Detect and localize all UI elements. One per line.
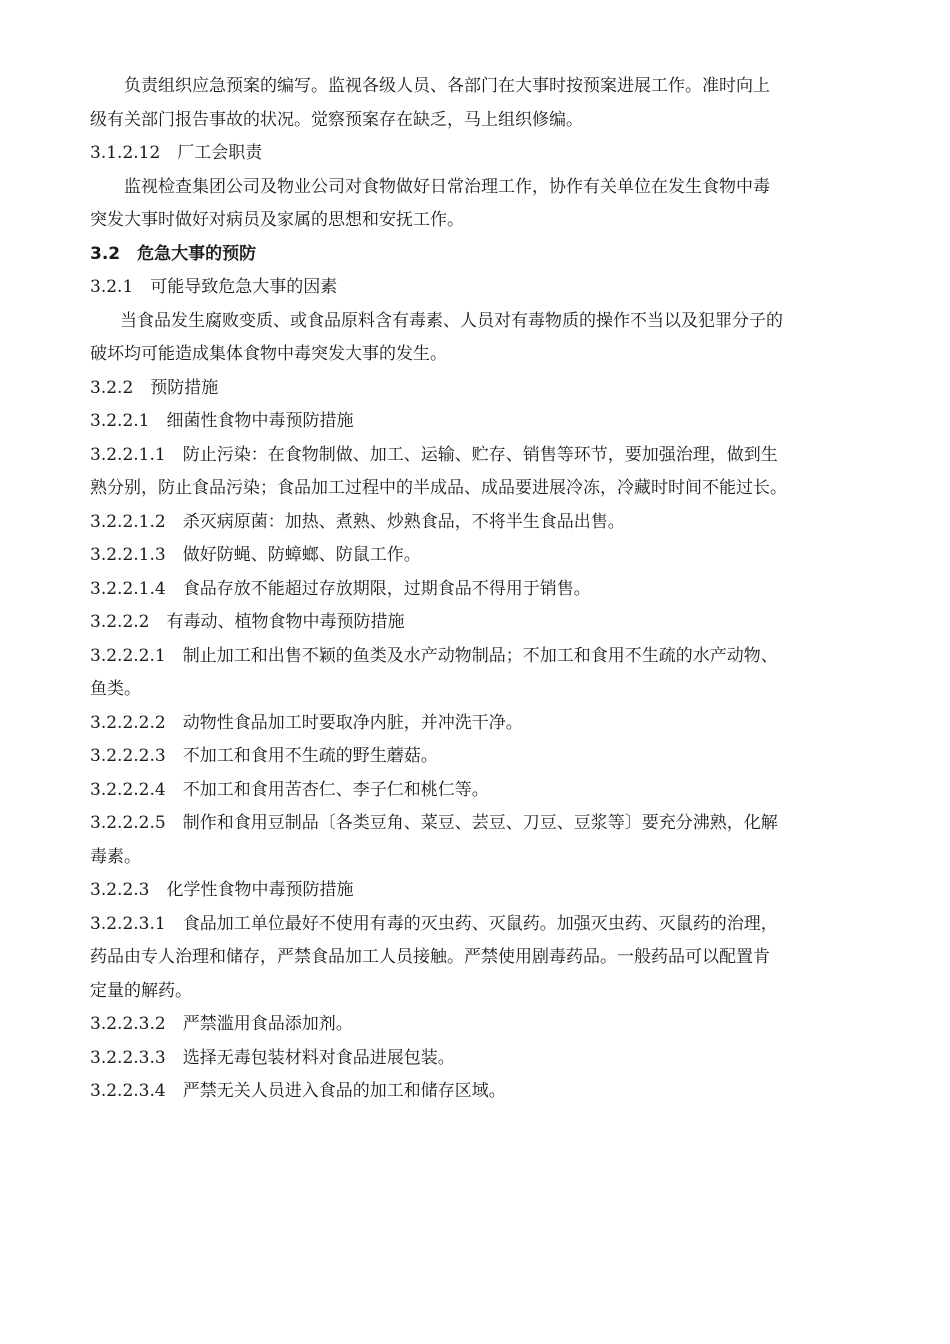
paragraph-line (90, 171, 870, 205)
item-number: 3.2.2.2.5 (90, 813, 166, 833)
section-heading (90, 405, 870, 439)
section-heading (90, 606, 870, 640)
numbered-item (90, 573, 870, 607)
numbered-item (90, 539, 870, 573)
item-text: 做好防蝇、防蟑螂、防鼠工作。 (182, 545, 421, 565)
item-text: 制止加工和出售不颖的鱼类及水产动物制品；不加工和食用不生疏的水产动物、 (182, 645, 778, 666)
item-text: 不加工和食用不生疏的野生蘑菇。 (182, 746, 438, 766)
section-number: 3.2.2.2 (90, 612, 150, 632)
item-number: 3.2.2.3.1 (90, 913, 166, 934)
item-text: 严禁无关人员进入食品的加工和储存区域。 (182, 1081, 506, 1101)
paragraph-line (90, 104, 870, 138)
section-title: 可能导致危急大事的因素 (150, 277, 338, 297)
item-number: 3.2.2.3.4 (90, 1081, 166, 1101)
numbered-item (90, 1008, 870, 1042)
item-text: 食品加工单位最好不使用有毒的灭虫药、灭鼠药。加强灭虫药、灭鼠药的治理， (182, 913, 778, 934)
item-text: 制作和食用豆制品〔各类豆角、菜豆、芸豆、刀豆、豆浆等〕要充分沸熟，化解 (182, 813, 778, 833)
numbered-item (90, 707, 870, 741)
paragraph-line (90, 70, 870, 104)
section-title: 细菌性食物中毒预防措施 (166, 411, 354, 431)
item-number: 3.2.2.3.2 (90, 1014, 166, 1034)
item-number: 3.2.2.2.1 (90, 645, 166, 666)
item-number: 3.2.2.2.4 (90, 779, 166, 800)
section-heading (90, 238, 870, 272)
line-text: 鱼类。 (90, 679, 141, 699)
paragraph-line (90, 673, 870, 707)
line-text: 负责组织应急预案的编写。监视各级人员、各部门在大事时按预案进展工作。准时向上 (124, 76, 770, 96)
section-heading (90, 874, 870, 908)
paragraph-line (90, 305, 870, 339)
numbered-item (90, 1075, 870, 1109)
item-text: 不加工和食用苦杏仁、李子仁和桃仁等。 (182, 779, 489, 800)
item-text: 动物性食品加工时要取净内脏，并冲洗干净。 (182, 712, 523, 733)
item-number: 3.2.2.1.2 (90, 511, 166, 532)
paragraph-line (90, 841, 870, 875)
line-text: 破坏均可能造成集体食物中毒突发大事的发生。 (90, 344, 447, 364)
paragraph-line (90, 204, 870, 238)
line-text: 突发大事时做好对病员及家属的思想和安抚工作。 (90, 210, 464, 230)
section-number: 3.2.2 (90, 377, 134, 398)
numbered-item (90, 774, 870, 808)
item-number: 3.2.2.2.3 (90, 746, 166, 766)
item-number: 3.2.2.1.1 (90, 444, 166, 465)
item-number: 3.2.2.1.4 (90, 578, 166, 599)
numbered-item (90, 506, 870, 540)
numbered-item (90, 740, 870, 774)
section-number: 3.1.2.12 (90, 143, 161, 163)
item-number: 3.2.2.3.3 (90, 1047, 166, 1068)
item-text: 防止污染：在食物制做、加工、运输、贮存、销售等环节，要加强治理，做到生 (182, 444, 778, 465)
paragraph-line (90, 472, 870, 506)
section-title: 有毒动、植物食物中毒预防措施 (166, 612, 405, 632)
paragraph-line (90, 975, 870, 1009)
document-body (90, 70, 870, 1109)
section-heading (90, 271, 870, 305)
section-number: 3.2.1 (90, 277, 134, 297)
line-text: 当食品发生腐败变质、或食品原料含有毒素、人员对有毒物质的操作不当以及犯罪分子的 (120, 310, 783, 331)
item-number: 3.2.2.2.2 (90, 712, 166, 733)
numbered-item (90, 1042, 870, 1076)
numbered-item (90, 807, 870, 841)
section-heading (90, 137, 870, 171)
item-text: 严禁滥用食品添加剂。 (182, 1014, 353, 1034)
line-text: 毒素。 (90, 846, 141, 867)
numbered-item (90, 640, 870, 674)
section-title: 预防措施 (150, 377, 219, 398)
line-text: 监视检查集团公司及物业公司对食物做好日常治理工作，协作有关单位在发生食物中毒 (124, 176, 770, 197)
line-text: 级有关部门报告事故的状况。觉察预案存在缺乏，马上组织修编。 (90, 109, 583, 130)
section-heading (90, 372, 870, 406)
numbered-item (90, 439, 870, 473)
section-title: 厂工会职责 (177, 143, 263, 163)
section-number: 3.2.2.3 (90, 880, 150, 900)
section-title: 危急大事的预防 (137, 243, 257, 264)
line-text: 熟分别，防止食品污染；食品加工过程中的半成品、成品要进展冷冻，冷藏时时间不能过长。 (90, 478, 787, 498)
section-number: 3.2.2.1 (90, 411, 150, 431)
numbered-item (90, 908, 870, 942)
line-text: 药品由专人治理和储存，严禁食品加工人员接触。严禁使用剧毒药品。一般药品可以配置肯 (90, 947, 770, 967)
line-text: 定量的解药。 (90, 980, 192, 1001)
item-number: 3.2.2.1.3 (90, 545, 166, 565)
item-text: 杀灭病原菌：加热、煮熟、炒熟食品，不将半生食品出售。 (182, 511, 625, 532)
item-text: 食品存放不能超过存放期限，过期食品不得用于销售。 (182, 578, 591, 599)
paragraph-line (90, 338, 870, 372)
paragraph-line (90, 941, 870, 975)
section-title: 化学性食物中毒预防措施 (166, 880, 354, 900)
section-number: 3.2 (90, 243, 121, 264)
item-text: 选择无毒包装材料对食品进展包装。 (182, 1047, 455, 1068)
